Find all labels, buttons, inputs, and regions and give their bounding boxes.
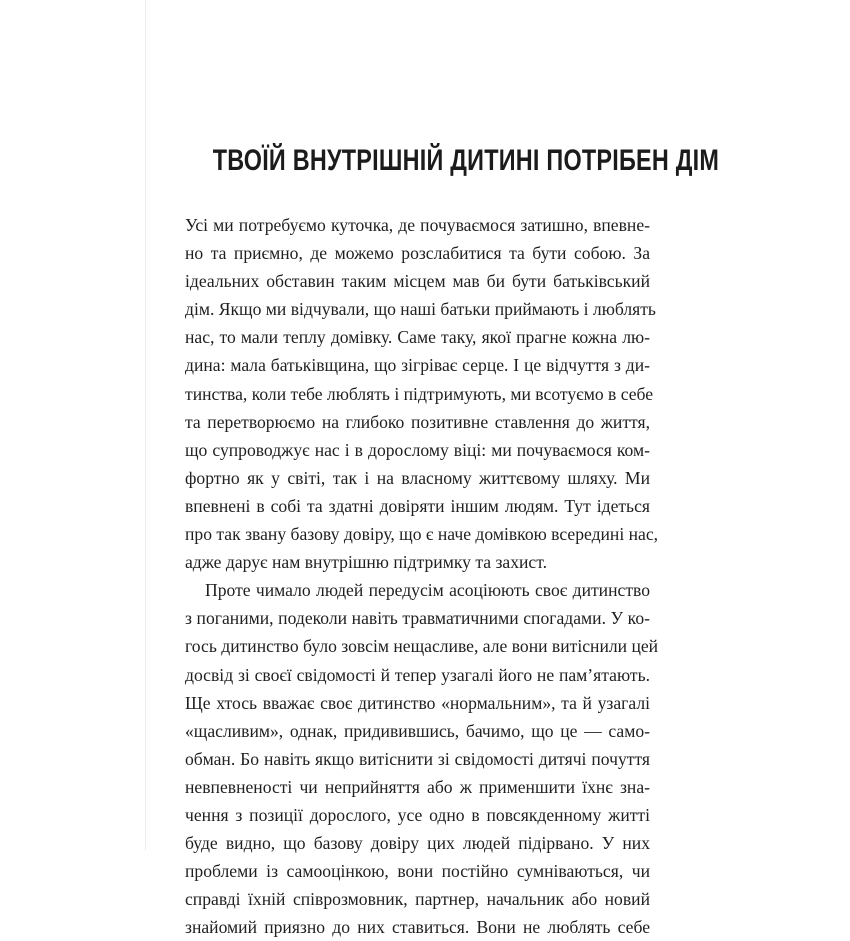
text-line: справді їхній співрозмовник, партнер, начальник або новий	[185, 889, 650, 910]
paragraph-end-line: адже дарує нам внутрішню підтримку та захист.	[185, 552, 547, 573]
text-line: невпевненості чи неприйняття або ж применшити їхнє зна-	[185, 776, 650, 797]
text-line: досвід зі своєї свідомості й тепер узагалі його не пам’ятають.	[185, 664, 650, 685]
text-line: проблеми із самооцінкою, вони постійно сумніваються, чи	[185, 861, 650, 882]
body-text	[185, 211, 659, 941]
text-line: фортно як у світі, так і на власному життєвому шляху. Ми	[185, 467, 650, 488]
text-line: тинства, коли тебе люблять і підтримують, ми всотуємо в себе	[185, 383, 654, 404]
paragraph-start-line: Проте чимало людей передусім асоціюють своє дитинство	[205, 580, 650, 601]
text-line: ідеальних обставин таким місцем мав би бути батьківський	[185, 271, 650, 292]
text-line: гось дитинство було зовсім нещасливе, але вони витіснили цей	[185, 636, 659, 657]
text-line: обман. Бо навіть якщо витіснити зі свідомості дитячі почуття	[185, 748, 650, 769]
text-line: «щасливим», однак, придивившись, бачимо, що це — само-	[185, 720, 650, 741]
text-line: впевнені в собі та здатні довіряти іншим людям. Тут ідеться	[185, 495, 650, 516]
text-line: що супроводжує нас і в дорослому віці: ми почуваємося ком-	[185, 439, 650, 460]
text-line: Усі ми потребуємо куточка, де почуваємося затишно, впевне-	[185, 215, 650, 235]
text-line: з поганими, подеколи навіть травматичними спогадами. У ко-	[185, 608, 650, 629]
text-line: чення з позиції дорослого, усе одно в повсякденному житті	[185, 804, 650, 825]
text-line: дина: мала батьківщина, що зігріває серце. І це відчуття з ди-	[185, 355, 650, 376]
text-line: нас, то мали теплу домівку. Саме таку, якої прагне кожна лю-	[185, 327, 650, 348]
text-line: дім. Якщо ми відчували, що наші батьки приймають і люблять	[185, 299, 656, 320]
chapter-title: ТВОЇЙ ВНУТРІШНІЙ ДИТИНІ ПОТРІБЕН ДІМ	[212, 144, 720, 177]
text-line: та перетворюємо на глибоко позитивне ставлення до життя,	[185, 411, 650, 432]
text-line: буде видно, що базову довіру цих людей підірвано. У них	[185, 833, 650, 854]
text-line: знайомий приязно до них ставиться. Вони не люблять себе	[185, 917, 650, 938]
text-line: Ще хтось вважає своє дитинство «нормальним», та й узагалі	[185, 692, 650, 713]
text-line: но та приємно, де можемо розслабитися та бути собою. За	[185, 243, 650, 264]
text-line: про так звану базову довіру, що є наче домівкою всередині нас,	[185, 524, 659, 545]
page-edge-divider	[145, 0, 146, 850]
